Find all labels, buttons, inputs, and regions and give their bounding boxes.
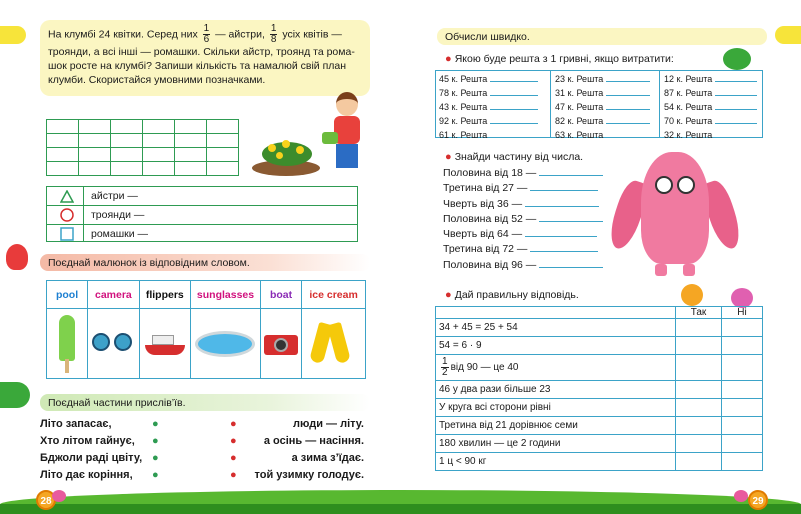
left-dot[interactable]: ● [152, 418, 159, 430]
right-page [401, 0, 801, 514]
right-dot[interactable]: ● [230, 452, 237, 464]
left-dot[interactable]: ● [152, 452, 159, 464]
pink-monster-picture [615, 150, 735, 278]
pink-small-monster-icon [731, 288, 753, 308]
task1-line2: троянди, а всі інші — ромашки. Скільки айстр, троянд та рома- [48, 46, 355, 58]
change-column-1: 45 к. Решта 78 к. Решта 43 к. Решта 92 к. Решта 61 к. Решта [436, 71, 551, 137]
change-column-2: 23 к. Решта 31 к. Решта 47 к. Решта 82 к. Решта 63 к. Решта [552, 71, 660, 137]
match-words-table [46, 280, 366, 379]
change-column-3: 12 к. Решта 87 к. Решта 54 к. Решта 70 к. Решта 32 к. Решта [661, 71, 763, 137]
column-no: Ні [722, 307, 763, 319]
page-number-right: 29 [748, 490, 768, 510]
right-dot[interactable]: ● [230, 435, 237, 447]
small-green-monster-icon [723, 48, 751, 70]
task3-title: Поєднай частини прислів’їв. [40, 394, 370, 411]
column-yes: Так [676, 307, 722, 319]
red-monster-icon [6, 244, 28, 270]
task1-line4: клумби. Скористайся умовними позначками. [48, 74, 266, 86]
yes-cell[interactable] [676, 355, 722, 381]
picture-camera[interactable] [261, 309, 302, 379]
legend-box [46, 186, 358, 242]
true-false-title: ● Дай правильну відповідь. [445, 289, 579, 301]
orange-monster-icon [681, 284, 703, 306]
no-cell[interactable] [722, 337, 763, 355]
circle-icon [60, 208, 74, 222]
fraction-one-sixth: $\frac{1}{6}$ [203, 23, 210, 45]
picture-flippers[interactable] [302, 309, 366, 379]
picture-sunglasses[interactable] [88, 309, 139, 379]
parts-title: ● Знайди частину від числа. [445, 151, 584, 163]
legend-roses-label: троянди — [91, 209, 145, 221]
fraction-one-eighth: $\frac{1}{8}$ [270, 23, 277, 45]
picture-pool[interactable] [191, 309, 261, 379]
yes-cell[interactable] [676, 417, 722, 435]
yes-cell[interactable] [676, 319, 722, 337]
snail-icon [734, 490, 748, 502]
left-dot[interactable]: ● [152, 469, 159, 481]
word-camera[interactable]: camera [88, 281, 139, 309]
page-number-left: 28 [36, 490, 56, 510]
triangle-icon [60, 190, 74, 203]
snail-icon [52, 490, 66, 502]
parts-list: Половина від 18 — Третина від 27 — Чверть від 36 — Половина від 52 — Чверть від 64 — Третина від 72 — Половина від 96 — [443, 166, 603, 273]
task2-title: Поєднай малюнок із відповідним словом. [40, 254, 370, 271]
fraction-one-half: $\frac{1}{2}$ [442, 356, 448, 378]
right-dot[interactable]: ● [230, 418, 237, 430]
no-cell[interactable] [722, 355, 763, 381]
proverbs-matching: Літо запасає, ● ● люди — літу. Хто літом гайнує, ● ● а осінь — насіння. Бджоли раді цвіту, ● ● а зима з’їдає. Літо дає коріння, ● ● той узимку голодує. [40, 416, 370, 484]
no-cell[interactable] [722, 319, 763, 337]
word-ice-cream[interactable]: ice cream [302, 281, 366, 309]
right-dot[interactable]: ● [230, 469, 237, 481]
no-cell[interactable] [722, 399, 763, 417]
grass-footer-dark [0, 504, 801, 514]
square-icon [60, 227, 74, 241]
word-sunglasses[interactable]: sunglasses [191, 281, 261, 309]
flowerbed-plan-grid[interactable] [46, 119, 239, 176]
task1-line3: шок росте на клумбі? Запиши кількість та намалюй свій план [48, 60, 347, 72]
no-cell[interactable] [722, 435, 763, 453]
word-flippers[interactable]: flippers [139, 281, 190, 309]
legend-asters-label: айстри — [91, 190, 138, 202]
no-cell[interactable] [722, 381, 763, 399]
no-cell[interactable] [722, 453, 763, 471]
yes-cell[interactable] [676, 381, 722, 399]
yes-cell[interactable] [676, 453, 722, 471]
green-monster-icon [0, 382, 30, 408]
task1-text: На клумбі 24 квітки. Серед них $\frac{1}{6}$ — айстри, $\frac{1}{8}$ усіх квітів — троянди, а всі інші — ромашки. Скільки айстр, троянд та рома- шок росте на клумбі? Запиши кількість та намалюй свій план клумби. Скористайся умовними позначками. [40, 20, 370, 96]
yes-cell[interactable] [676, 399, 722, 417]
left-dot[interactable]: ● [152, 435, 159, 447]
no-cell[interactable] [722, 417, 763, 435]
change-subtitle: ● Якою буде решта з 1 гривні, якщо витратити: [445, 53, 674, 65]
picture-boat[interactable] [139, 309, 190, 379]
word-pool[interactable]: pool [47, 281, 88, 309]
yellow-monster-icon [775, 26, 801, 44]
yellow-monster-icon [0, 26, 26, 44]
yes-cell[interactable] [676, 435, 722, 453]
right-task1-title: Обчисли швидко. [437, 28, 767, 45]
word-boat[interactable]: boat [261, 281, 302, 309]
flowerbed-picture [252, 138, 322, 178]
true-false-table: Так Ні 34 + 45 = 25 + 54 54 = 6 · 9 $\frac{1}{2}$ від 90 — це 40 46 у два рази більше 23 У круга всі сторони рівні Третина від 21 дорівнює семи 180 хвилин — це 2 години 1 ц < 90 кг [435, 306, 763, 471]
boy-gardener-picture [330, 92, 362, 178]
left-page [0, 0, 400, 514]
task1-line1: На клумбі 24 квітки. Серед них [48, 28, 198, 41]
picture-ice-cream[interactable] [47, 309, 88, 379]
legend-daisies-label: ромашки — [91, 228, 149, 240]
yes-cell[interactable] [676, 337, 722, 355]
change-table [435, 70, 763, 138]
